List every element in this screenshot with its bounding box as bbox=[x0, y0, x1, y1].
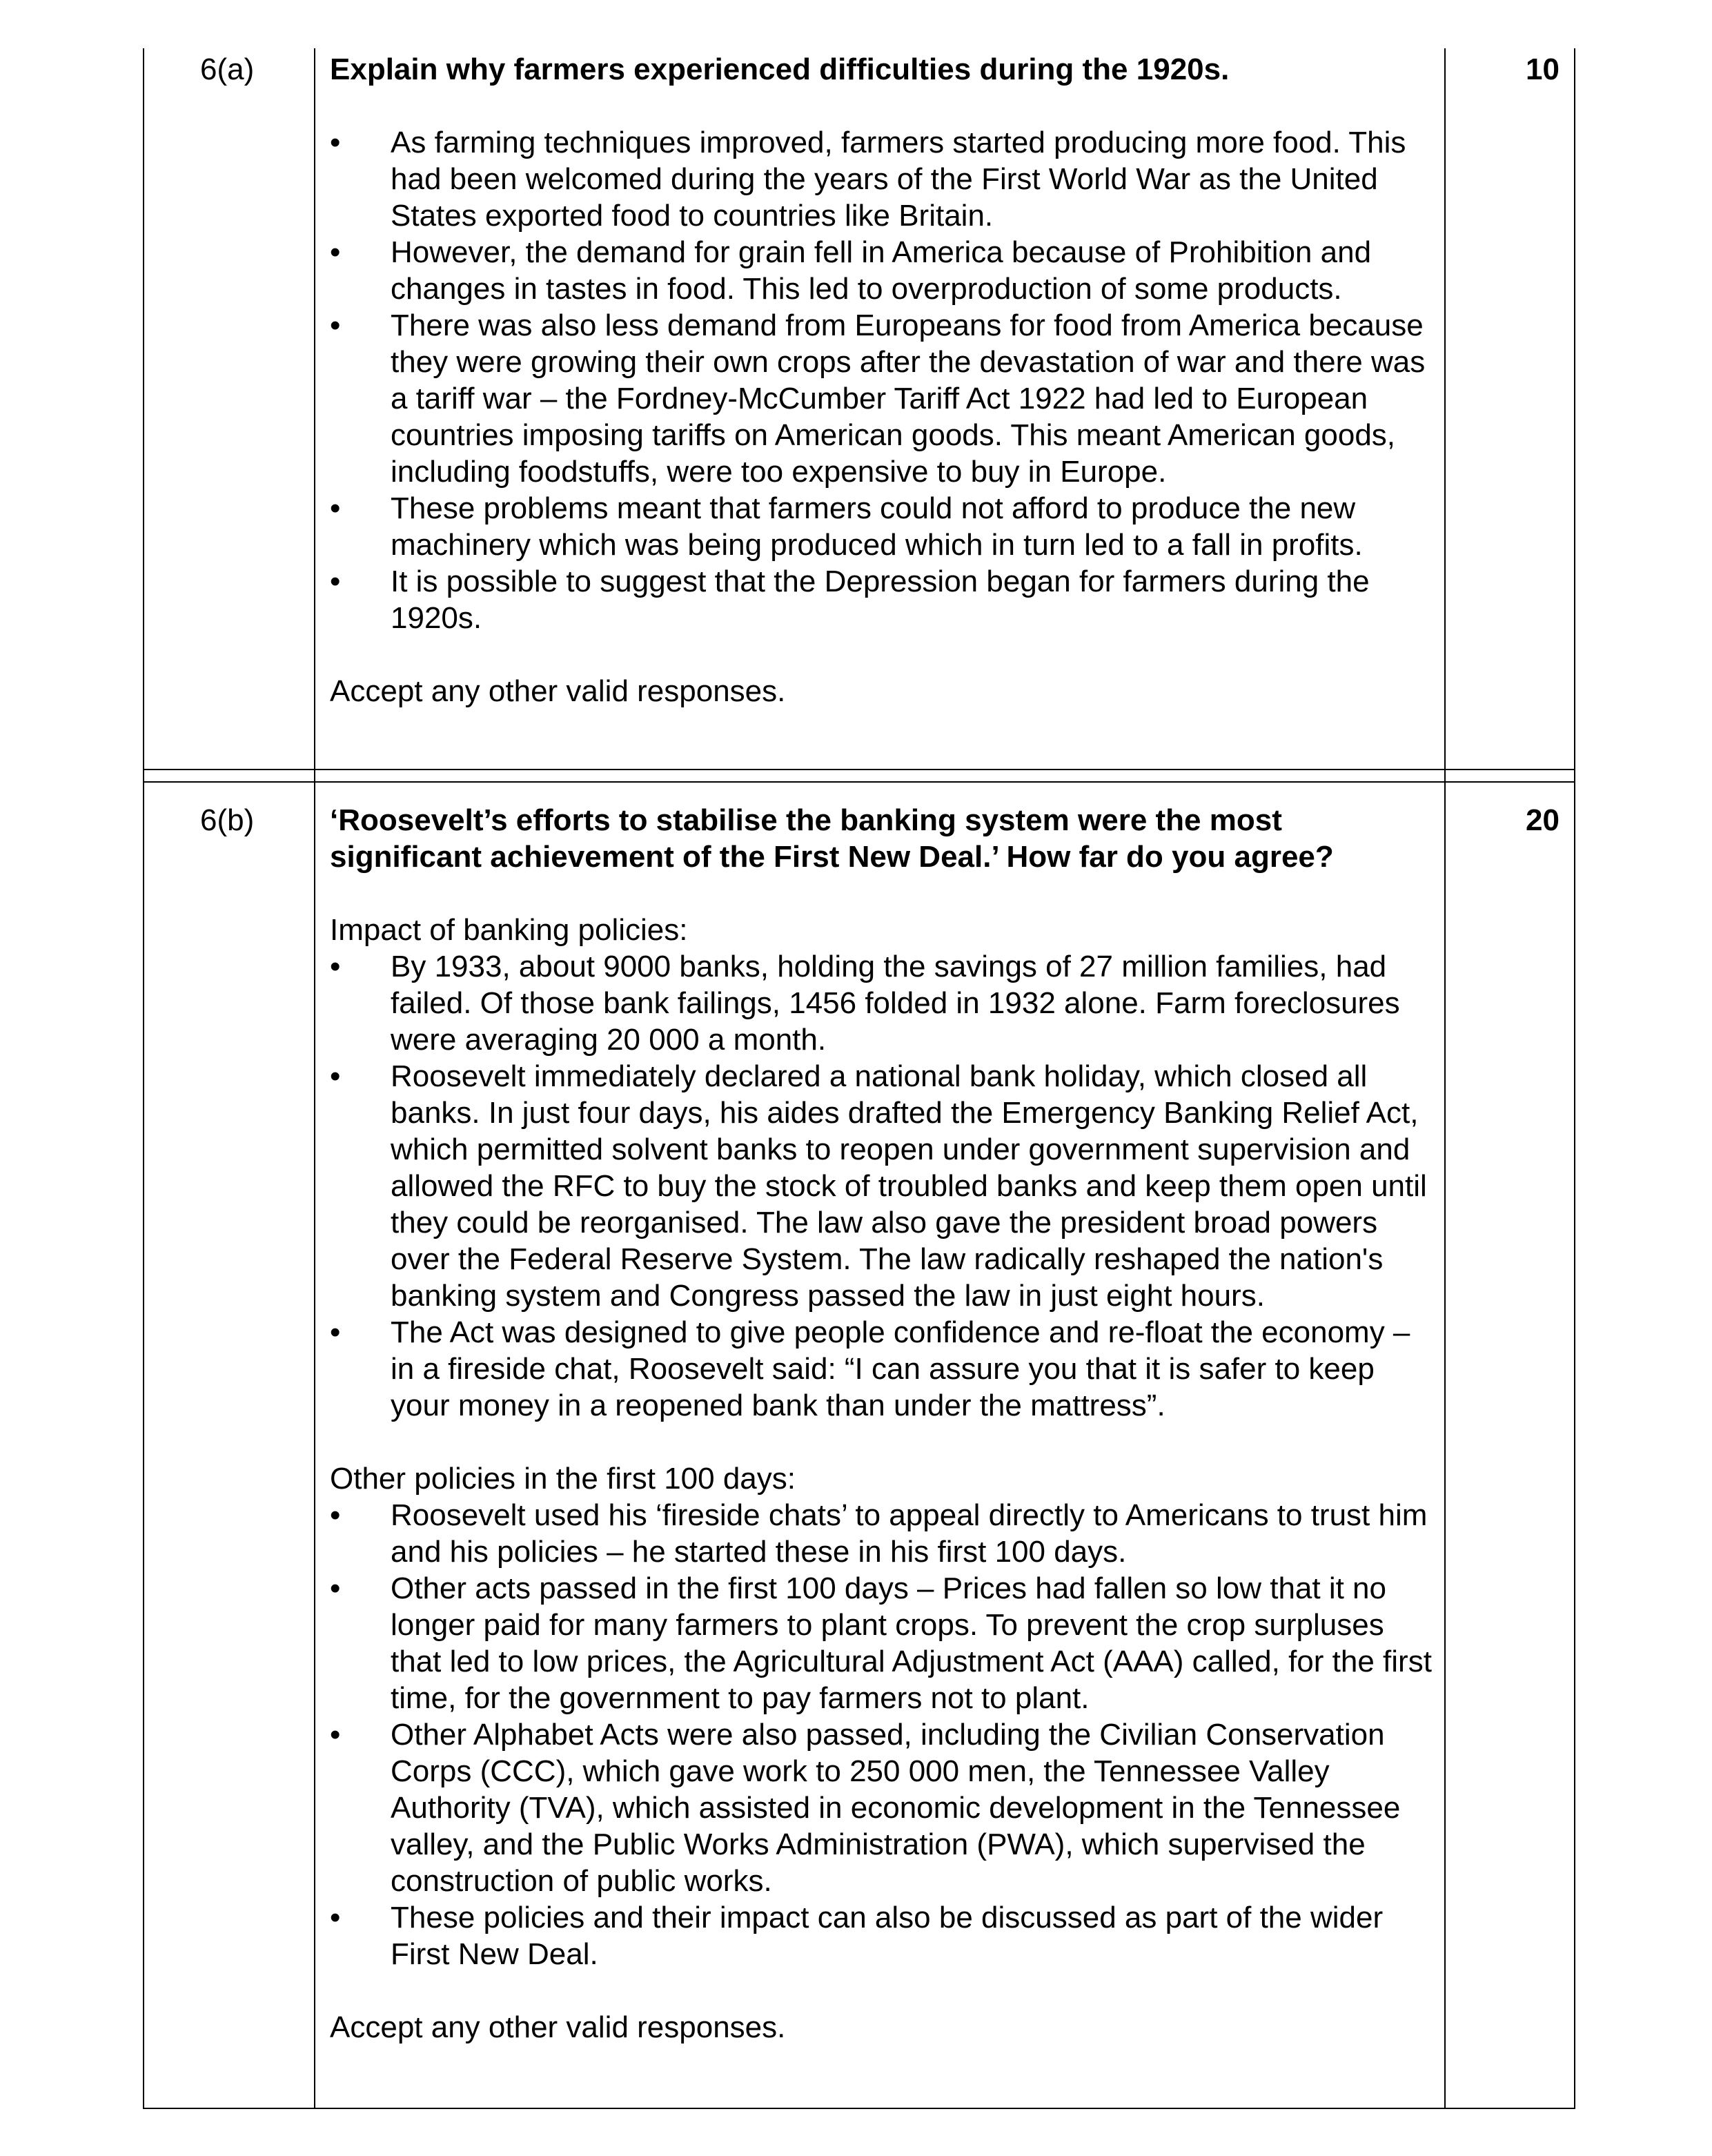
row-separator-bottom bbox=[143, 781, 1575, 783]
table-border-right bbox=[1574, 48, 1575, 2109]
closing-note: Accept any other valid responses. bbox=[330, 2010, 786, 2044]
list-item: • Other acts passed in the first 100 days – Prices had fallen so low that it no longer paid for many farmers to plant crops. To prevent the crop surpluses that led to low prices, the Agricultural Adjustment Act (AAA) called, for the first time, for the government to pay farmers not to plant. bbox=[330, 1571, 1432, 1715]
question-text: Explain why farmers experienced difficulties during the 1920s. bbox=[330, 52, 1230, 86]
list-item: • Roosevelt immediately declared a national bank holiday, which closed all banks. In just four days, his aides drafted the Emergency Banking Relief Act, which permitted solvent banks to reopen under government supervision and allowed the RFC to buy the stock of troubled banks and keep them open until they could be reorganised. The law also gave the president broad powers over the Federal Reserve System. The law radically reshaped the nation's banking system and Congress passed the law in just eight hours. bbox=[330, 1059, 1427, 1313]
list-item: • Other Alphabet Acts were also passed, including the Civilian Conservation Corps (CCC), which gave work to 250 000 men, the Tennessee Valley Authority (TVA), which assisted in economic development in the Tennessee valley, and the Public Works Administration (PWA), which supervised the construction of public works. bbox=[330, 1718, 1401, 1898]
list-item: • Roosevelt used his ‘fireside chats’ to appeal directly to Americans to trust him and his policies – he started these in his first 100 days. bbox=[330, 1498, 1428, 1569]
question-text: ‘Roosevelt’s efforts to stabilise the banking system were the most significant achievement of the First New Deal.’ How far do you agree? bbox=[330, 803, 1334, 874]
table-border-bottom bbox=[143, 2108, 1575, 2109]
question-number: 6(b) bbox=[200, 803, 255, 837]
table-border-left bbox=[143, 48, 144, 2109]
row-separator-top bbox=[143, 769, 1575, 770]
list-item: • There was also less demand from Europeans for food from America because they were growing their own crops after the devastation of war and there was a tariff war – the Fordney-McCumber Tariff Act 1922 had led to European countries imposing tariffs on American goods. This meant American goods, including foodstuffs, were too expensive to buy in Europe. bbox=[330, 308, 1426, 489]
bullet-list bbox=[330, 1497, 1434, 1972]
bullet-list bbox=[330, 948, 1434, 1424]
bullet-list bbox=[330, 124, 1434, 636]
list-item: • These policies and their impact can also be discussed as part of the wider First New Deal. bbox=[330, 1901, 1384, 1971]
table-border-number-col bbox=[314, 48, 315, 2109]
closing-note: Accept any other valid responses. bbox=[330, 674, 786, 708]
question-number: 6(a) bbox=[200, 52, 255, 86]
section-intro: Impact of banking policies: bbox=[330, 913, 688, 947]
list-item: • However, the demand for grain fell in America because of Prohibition and changes in tastes in food. This led to overproduction of some products. bbox=[330, 235, 1372, 306]
list-item: • By 1933, about 9000 banks, holding the savings of 27 million families, had failed. Of those bank failings, 1456 folded in 1932 alone. Farm foreclosures were averaging 20 000 a month. bbox=[330, 950, 1400, 1057]
question-content bbox=[330, 802, 1434, 2046]
question-marks: 10 bbox=[1526, 52, 1560, 86]
list-item: • The Act was designed to give people confidence and re-float the economy – in a fireside chat, Roosevelt said: “I can assure you that it is safer to keep your money in a reopened bank than under the mattress”. bbox=[330, 1315, 1410, 1422]
list-item: • It is possible to suggest that the Depression began for farmers during the 1920s. bbox=[330, 565, 1370, 635]
question-content bbox=[330, 51, 1434, 709]
section-intro: Other policies in the first 100 days: bbox=[330, 1462, 796, 1496]
question-marks: 20 bbox=[1526, 803, 1560, 837]
list-item: • These problems meant that farmers could not afford to produce the new machinery which was being produced which in turn led to a fall in profits. bbox=[330, 491, 1363, 562]
list-item: • As farming techniques improved, farmers started producing more food. This had been welcomed during the years of the First World War as the United States exported food to countries like Britain. bbox=[330, 126, 1406, 233]
table-border-marks-col bbox=[1444, 48, 1446, 2109]
